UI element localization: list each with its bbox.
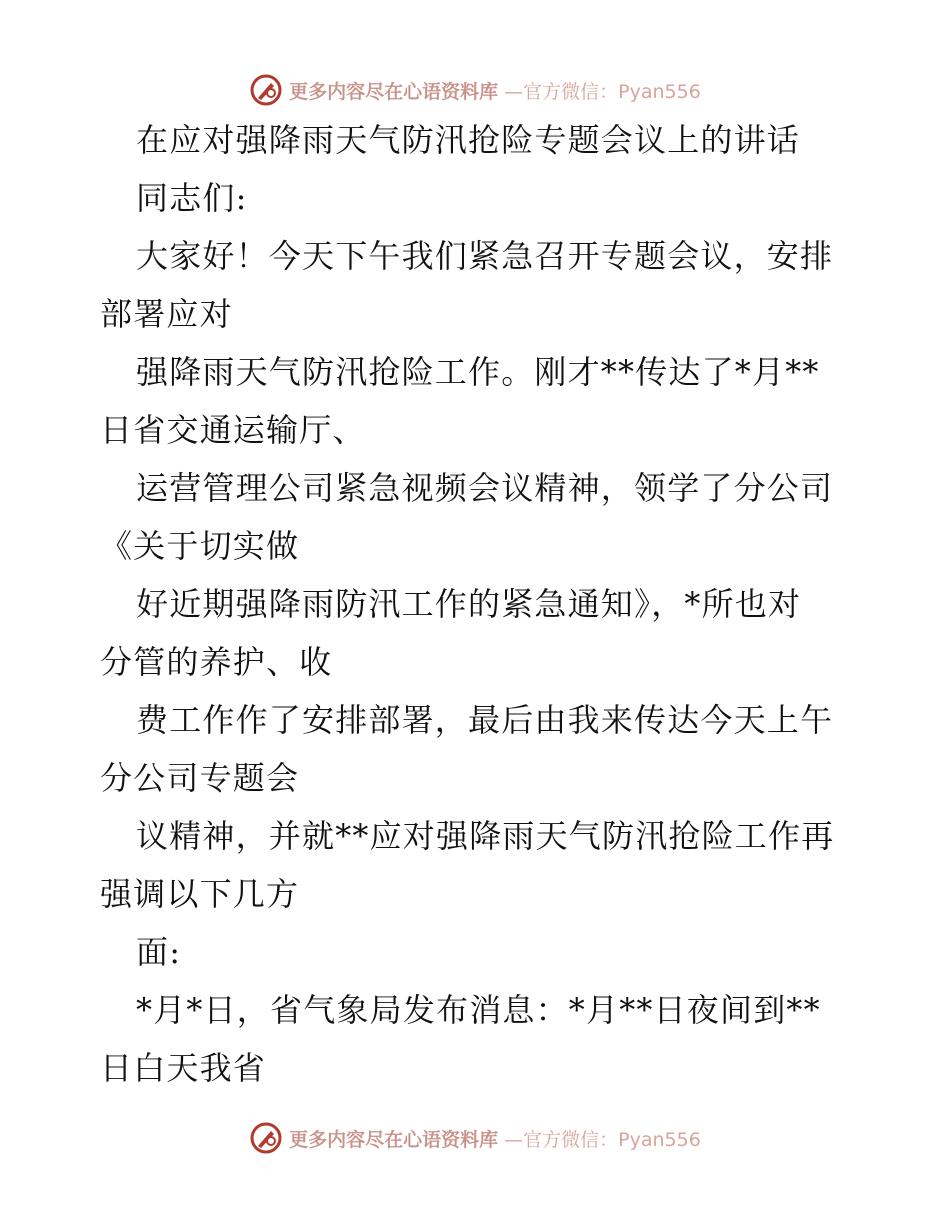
text-line: 部署应对 — [100, 295, 233, 333]
text-line: 运营管理公司紧急视频会议精神，领学了分公司 — [136, 469, 834, 507]
watermark-text: 更多内容尽在心语资料库 — [289, 1128, 499, 1151]
text-line: 强降雨天气防汛抢险工作。刚才**传达了*月** — [136, 353, 820, 391]
text-line: 日白天我省 — [100, 1049, 267, 1087]
header-watermark — [0, 70, 950, 110]
text-line: 好近期强降雨防汛工作的紧急通知》，*所也对 — [136, 585, 802, 623]
logo-icon — [249, 1121, 283, 1155]
document-body — [100, 121, 860, 1110]
footer-watermark — [0, 1118, 950, 1158]
text-line: 议精神，并就**应对强降雨天气防汛抢险工作再 — [136, 817, 835, 855]
text-line: 强调以下几方 — [100, 875, 300, 913]
text-line: *月*日，省气象局发布消息：*月**日夜间到** — [136, 991, 821, 1029]
text-line: 《关于切实做 — [100, 527, 300, 565]
watermark-contact: —官方微信：Pyan556 — [504, 1128, 701, 1151]
text-line: 面: — [136, 933, 182, 971]
text-line: 大家好！今天下午我们紧急召开专题会议，安排 — [136, 237, 834, 275]
watermark-text: 更多内容尽在心语资料库 — [289, 80, 499, 103]
text-line: 分管的养护、收 — [100, 643, 333, 681]
text-line: 费工作作了安排部署，最后由我来传达今天上午 — [136, 701, 834, 739]
watermark-contact: —官方微信：Pyan556 — [504, 80, 701, 103]
doc-title: 在应对强降雨天气防汛抢险专题会议上的讲话 — [136, 121, 801, 159]
text-line: 日省交通运输厅、 — [100, 411, 366, 449]
logo-icon — [249, 73, 283, 107]
text-line: 分公司专题会 — [100, 759, 300, 797]
salutation: 同志们: — [136, 179, 248, 217]
